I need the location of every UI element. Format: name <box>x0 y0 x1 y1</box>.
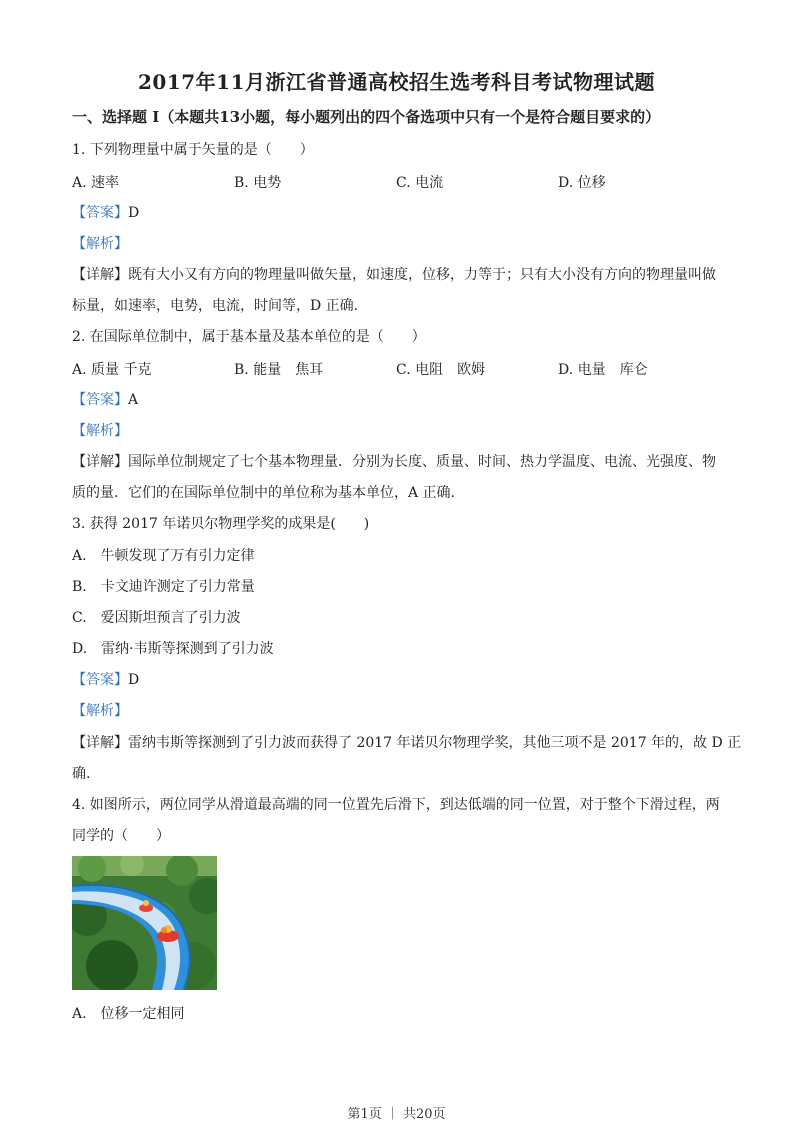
analysis-label: 【解析】 <box>72 703 128 719</box>
q3-detail-cont: 确. <box>72 766 91 782</box>
analysis-label: 【解析】 <box>72 423 128 439</box>
q3-analysis <box>72 701 128 721</box>
q2-detail <box>72 452 716 472</box>
q2-option-b: B. 能量 焦耳 <box>234 362 324 378</box>
q3-answer-value: D <box>128 672 140 688</box>
q1-answer-value: D <box>128 205 140 221</box>
q3-option-d: D. 雷纳·韦斯等探测到了引力波 <box>72 641 274 657</box>
q1-answer <box>72 203 139 223</box>
q1-analysis <box>72 234 128 254</box>
analysis-label: 【解析】 <box>72 236 128 252</box>
q3-answer <box>72 670 139 690</box>
q3-detail <box>72 733 741 753</box>
q4-stem: 4. 如图所示，两位同学从滑道最高端的同一位置先后滑下，到达低端的同一位置，对于整个下滑过程，两 <box>72 797 720 813</box>
q1-stem: 1. 下列物理量中属于矢量的是（ ） <box>72 142 314 158</box>
q3-option-a: A. 牛顿发现了万有引力定律 <box>72 548 255 564</box>
q2-detail-cont: 质的量．它们的在国际单位制中的单位称为基本单位，A 正确. <box>72 485 456 501</box>
detail-label: 【详解】 <box>72 454 128 470</box>
q2-detail-text: 国际单位制规定了七个基本物理量．分别为长度、质量、时间、热力学温度、电流、光强度、物 <box>128 454 716 470</box>
section-heading: 一、选择题 I（本题共13小题，每小题列出的四个备选项中只有一个是符合题目要求的） <box>72 108 661 126</box>
q1-detail <box>72 265 716 285</box>
q1-option-b: B. 电势 <box>234 175 282 191</box>
q1-detail-cont: 标量，如速率，电势，电流，时间等，D 正确. <box>72 298 359 314</box>
page-title: 2017年11月浙江省普通高校招生选考科目考试物理试题 <box>138 70 655 94</box>
water-slide-photo <box>72 856 217 990</box>
answer-label: 【答案】 <box>72 672 128 688</box>
q4-stem-cont: 同学的（ ） <box>72 828 170 844</box>
q1-option-c: C. 电流 <box>396 175 444 191</box>
q2-option-a: A. 质量 千克 <box>72 362 152 378</box>
q3-option-b: B. 卡文迪许测定了引力常量 <box>72 579 255 595</box>
q1-detail-text: 既有大小又有方向的物理量叫做矢量，如速度，位移，力等于；只有大小没有方向的物理量叫做 <box>128 267 716 283</box>
q3-option-c: C. 爱因斯坦预言了引力波 <box>72 610 241 626</box>
detail-label: 【详解】 <box>72 267 128 283</box>
q2-answer-value: A <box>128 392 139 408</box>
q2-option-c: C. 电阻 欧姆 <box>396 362 486 378</box>
q4-option-a: A. 位移一定相同 <box>72 1006 185 1022</box>
q1-option-d: D. 位移 <box>558 175 606 191</box>
page-footer: 第1页 ｜ 共20页 <box>347 1107 446 1122</box>
answer-label: 【答案】 <box>72 392 128 408</box>
water-slide-illustration <box>72 856 217 990</box>
q2-analysis <box>72 421 128 441</box>
q1-option-a: A. 速率 <box>72 175 120 191</box>
q2-stem: 2. 在国际单位制中，属于基本量及基本单位的是（ ） <box>72 329 426 345</box>
q3-detail-text: 雷纳韦斯等探测到了引力波而获得了 2017 年诺贝尔物理学奖，其他三项不是 2017 年的，故 D 正 <box>128 735 742 751</box>
q2-answer <box>72 390 138 410</box>
q2-option-d: D. 电量 库仑 <box>558 362 648 378</box>
detail-label: 【详解】 <box>72 735 128 751</box>
answer-label: 【答案】 <box>72 205 128 221</box>
q3-stem: 3. 获得 2017 年诺贝尔物理学奖的成果是( ) <box>72 516 370 532</box>
